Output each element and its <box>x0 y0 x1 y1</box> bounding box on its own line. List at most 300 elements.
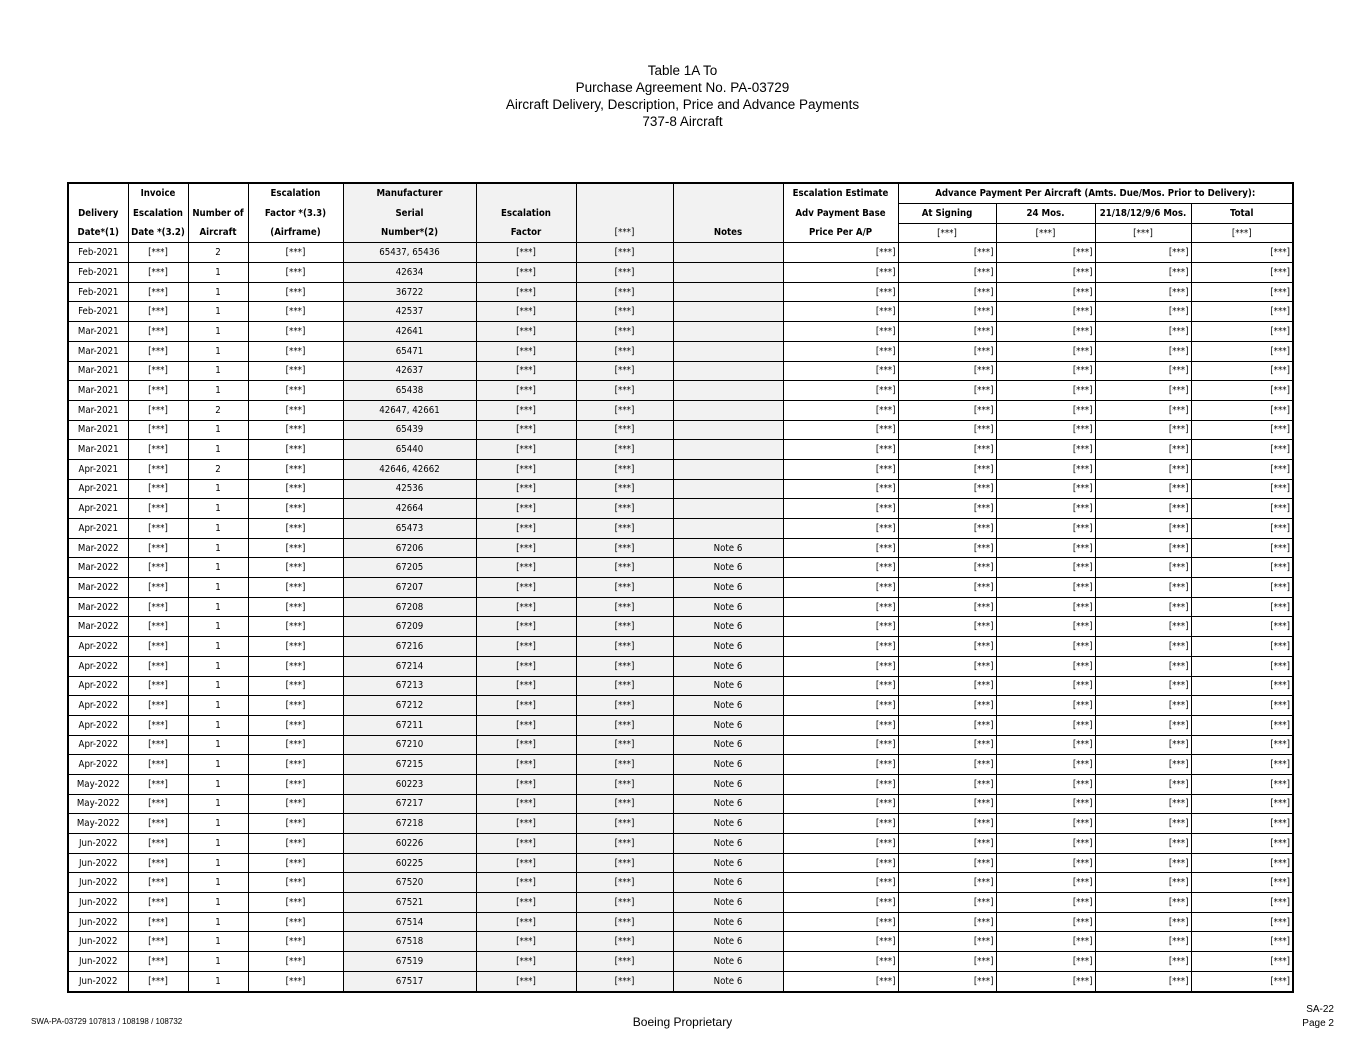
table-row <box>68 578 1293 598</box>
at-signing-cell: [***] <box>898 440 996 460</box>
escalation-factor-airframe-cell: [***] <box>248 676 343 696</box>
serial-number-cell: 67208 <box>343 597 476 617</box>
escalation-factor-airframe-cell: [***] <box>248 263 343 283</box>
delivery-date-cell: Mar-2022 <box>68 558 128 578</box>
serial-number-cell: 65438 <box>343 381 476 401</box>
24-mos-cell: [***] <box>996 479 1095 499</box>
notes-cell <box>673 499 783 519</box>
invoice-escalation-cell: [***] <box>128 341 188 361</box>
24-mos-cell: [***] <box>996 578 1095 598</box>
estimate-price-cell: [***] <box>783 735 898 755</box>
escalation-factor-airframe-cell: [***] <box>248 499 343 519</box>
21-6-mos-cell: [***] <box>1095 735 1191 755</box>
notes-cell: Note 6 <box>673 794 783 814</box>
serial-number-cell: 67216 <box>343 637 476 657</box>
notes-cell <box>673 263 783 283</box>
24-mos-cell: [***] <box>996 538 1095 558</box>
total-cell: [***] <box>1191 499 1293 519</box>
aircraft-count-cell: 1 <box>188 814 248 834</box>
24-mos-cell: [***] <box>996 912 1095 932</box>
24-mos-cell: [***] <box>996 420 1095 440</box>
escalation-factor-airframe-cell: [***] <box>248 656 343 676</box>
serial-number-cell: 65473 <box>343 519 476 539</box>
serial-number-cell: 67218 <box>343 814 476 834</box>
table-row <box>68 558 1293 578</box>
estimate-price-cell: [***] <box>783 971 898 991</box>
table-row <box>68 420 1293 440</box>
table-row <box>68 794 1293 814</box>
delivery-date-cell: Mar-2022 <box>68 597 128 617</box>
invoice-escalation-cell: [***] <box>128 912 188 932</box>
at-signing-cell: [***] <box>898 302 996 322</box>
redacted-cell: [***] <box>576 637 673 657</box>
total-cell: [***] <box>1191 952 1293 972</box>
21-6-mos-cell: [***] <box>1095 617 1191 637</box>
at-signing-cell: [***] <box>898 952 996 972</box>
escalation-factor-airframe-cell: [***] <box>248 519 343 539</box>
redacted-cell: [***] <box>576 381 673 401</box>
invoice-escalation-cell: [***] <box>128 656 188 676</box>
21-6-mos-cell: [***] <box>1095 814 1191 834</box>
aircraft-count-cell: 1 <box>188 322 248 342</box>
serial-number-cell: 42647, 42661 <box>343 400 476 420</box>
invoice-escalation-cell: [***] <box>128 834 188 854</box>
serial-number-cell: 65440 <box>343 440 476 460</box>
total-cell: [***] <box>1191 656 1293 676</box>
at-signing-cell: [***] <box>898 735 996 755</box>
delivery-date-cell: Mar-2021 <box>68 381 128 401</box>
redacted-cell: [***] <box>576 794 673 814</box>
redacted-cell: [***] <box>576 597 673 617</box>
estimate-price-cell: [***] <box>783 656 898 676</box>
24-mos-cell: [***] <box>996 893 1095 913</box>
delivery-date-cell: Apr-2021 <box>68 479 128 499</box>
invoice-escalation-cell: [***] <box>128 519 188 539</box>
table-row <box>68 302 1293 322</box>
estimate-price-cell: [***] <box>783 774 898 794</box>
at-signing-cell: [***] <box>898 774 996 794</box>
24-mos-cell: [***] <box>996 794 1095 814</box>
aircraft-count-cell: 1 <box>188 755 248 775</box>
notes-cell <box>673 400 783 420</box>
delivery-date-cell: Jun-2022 <box>68 932 128 952</box>
24-mos-cell: [***] <box>996 558 1095 578</box>
notes-cell <box>673 420 783 440</box>
aircraft-count-cell: 1 <box>188 834 248 854</box>
redacted-cell: [***] <box>576 735 673 755</box>
notes-cell: Note 6 <box>673 774 783 794</box>
table-row <box>68 952 1293 972</box>
invoice-escalation-cell: [***] <box>128 971 188 991</box>
notes-cell <box>673 459 783 479</box>
24-mos-cell: [***] <box>996 676 1095 696</box>
table-row <box>68 263 1293 283</box>
header-estimate-3: Price Per A/P <box>783 223 898 243</box>
at-signing-cell: [***] <box>898 420 996 440</box>
table-row <box>68 381 1293 401</box>
redacted-cell: [***] <box>576 578 673 598</box>
24-mos-cell: [***] <box>996 381 1095 401</box>
escalation-factor-cell: [***] <box>476 558 576 578</box>
notes-cell <box>673 282 783 302</box>
invoice-escalation-cell: [***] <box>128 361 188 381</box>
invoice-escalation-cell: [***] <box>128 400 188 420</box>
total-cell: [***] <box>1191 932 1293 952</box>
invoice-escalation-cell: [***] <box>128 263 188 283</box>
notes-cell: Note 6 <box>673 676 783 696</box>
24-mos-cell: [***] <box>996 499 1095 519</box>
escalation-factor-airframe-cell: [***] <box>248 755 343 775</box>
21-6-mos-cell: [***] <box>1095 558 1191 578</box>
21-6-mos-cell: [***] <box>1095 263 1191 283</box>
estimate-price-cell: [***] <box>783 715 898 735</box>
delivery-date-cell: May-2022 <box>68 774 128 794</box>
escalation-factor-airframe-cell: [***] <box>248 479 343 499</box>
table-row <box>68 617 1293 637</box>
at-signing-cell: [***] <box>898 637 996 657</box>
total-cell: [***] <box>1191 263 1293 283</box>
redacted-cell: [***] <box>576 263 673 283</box>
escalation-factor-cell: [***] <box>476 912 576 932</box>
aircraft-count-cell: 1 <box>188 873 248 893</box>
at-signing-cell: [***] <box>898 322 996 342</box>
redacted-cell: [***] <box>576 893 673 913</box>
total-cell: [***] <box>1191 893 1293 913</box>
aircraft-count-cell: 1 <box>188 637 248 657</box>
escalation-factor-airframe-cell: [***] <box>248 735 343 755</box>
at-signing-cell: [***] <box>898 893 996 913</box>
serial-number-cell: 67212 <box>343 696 476 716</box>
at-signing-cell: [***] <box>898 499 996 519</box>
total-cell: [***] <box>1191 479 1293 499</box>
redacted-cell: [***] <box>576 558 673 578</box>
redacted-cell: [***] <box>576 696 673 716</box>
serial-number-cell: 67518 <box>343 932 476 952</box>
notes-cell: Note 6 <box>673 893 783 913</box>
escalation-factor-cell: [***] <box>476 656 576 676</box>
at-signing-cell: [***] <box>898 873 996 893</box>
estimate-price-cell: [***] <box>783 499 898 519</box>
notes-cell: Note 6 <box>673 656 783 676</box>
invoice-escalation-cell: [***] <box>128 637 188 657</box>
escalation-factor-cell: [***] <box>476 637 576 657</box>
aircraft-count-cell: 1 <box>188 538 248 558</box>
escalation-factor-airframe-cell: [***] <box>248 834 343 854</box>
aircraft-count-cell: 1 <box>188 440 248 460</box>
redacted-cell: [***] <box>576 617 673 637</box>
escalation-factor-airframe-cell: [***] <box>248 282 343 302</box>
delivery-date-cell: Jun-2022 <box>68 912 128 932</box>
at-signing-cell: [***] <box>898 263 996 283</box>
delivery-date-cell: Mar-2021 <box>68 440 128 460</box>
at-signing-cell: [***] <box>898 282 996 302</box>
table-header <box>68 183 1293 243</box>
notes-cell: Note 6 <box>673 853 783 873</box>
estimate-price-cell: [***] <box>783 637 898 657</box>
escalation-factor-airframe-cell: [***] <box>248 971 343 991</box>
24-mos-cell: [***] <box>996 637 1095 657</box>
supplement-number: SA-22 <box>1306 1004 1334 1015</box>
notes-cell: Note 6 <box>673 735 783 755</box>
serial-number-cell: 42664 <box>343 499 476 519</box>
table-row <box>68 243 1293 263</box>
escalation-factor-airframe-cell: [***] <box>248 696 343 716</box>
delivery-date-cell: Apr-2022 <box>68 735 128 755</box>
header-serial-2: Serial <box>343 204 476 224</box>
escalation-factor-cell: [***] <box>476 932 576 952</box>
total-cell: [***] <box>1191 282 1293 302</box>
escalation-factor-airframe-cell: [***] <box>248 322 343 342</box>
table-row <box>68 400 1293 420</box>
at-signing-cell: [***] <box>898 519 996 539</box>
escalation-factor-cell: [***] <box>476 834 576 854</box>
at-signing-cell: [***] <box>898 459 996 479</box>
aircraft-count-cell: 1 <box>188 656 248 676</box>
escalation-factor-airframe-cell: [***] <box>248 302 343 322</box>
invoice-escalation-cell: [***] <box>128 243 188 263</box>
serial-number-cell: 67217 <box>343 794 476 814</box>
redacted-cell: [***] <box>576 302 673 322</box>
delivery-date-cell: Apr-2021 <box>68 459 128 479</box>
header-redacted-3: [***] <box>576 223 673 243</box>
table-row <box>68 893 1293 913</box>
estimate-price-cell: [***] <box>783 263 898 283</box>
notes-cell: Note 6 <box>673 971 783 991</box>
at-signing-cell: [***] <box>898 243 996 263</box>
invoice-escalation-cell: [***] <box>128 932 188 952</box>
serial-number-cell: 67517 <box>343 971 476 991</box>
redacted-cell: [***] <box>576 538 673 558</box>
redacted-cell: [***] <box>576 499 673 519</box>
invoice-escalation-cell: [***] <box>128 952 188 972</box>
invoice-escalation-cell: [***] <box>128 814 188 834</box>
redacted-cell: [***] <box>576 971 673 991</box>
24-mos-cell: [***] <box>996 755 1095 775</box>
notes-cell: Note 6 <box>673 558 783 578</box>
aircraft-count-cell: 1 <box>188 676 248 696</box>
total-cell: [***] <box>1191 834 1293 854</box>
page-number: Page 2 <box>1302 1018 1334 1029</box>
serial-number-cell: 67521 <box>343 893 476 913</box>
total-cell: [***] <box>1191 302 1293 322</box>
delivery-date-cell: Jun-2022 <box>68 873 128 893</box>
redacted-cell: [***] <box>576 519 673 539</box>
21-6-mos-cell: [***] <box>1095 834 1191 854</box>
24-mos-cell: [***] <box>996 814 1095 834</box>
notes-cell: Note 6 <box>673 755 783 775</box>
aircraft-delivery-table <box>67 182 1294 993</box>
total-cell: [***] <box>1191 735 1293 755</box>
at-signing-cell: [***] <box>898 794 996 814</box>
21-6-mos-cell: [***] <box>1095 322 1191 342</box>
at-signing-cell: [***] <box>898 381 996 401</box>
delivery-date-cell: Mar-2022 <box>68 538 128 558</box>
redacted-cell: [***] <box>576 932 673 952</box>
table-row <box>68 755 1293 775</box>
aircraft-count-cell: 2 <box>188 400 248 420</box>
table-row <box>68 814 1293 834</box>
redacted-cell: [***] <box>576 243 673 263</box>
21-6-mos-cell: [***] <box>1095 282 1191 302</box>
delivery-date-cell: May-2022 <box>68 794 128 814</box>
escalation-factor-airframe-cell: [***] <box>248 952 343 972</box>
notes-cell: Note 6 <box>673 578 783 598</box>
serial-number-cell: 36722 <box>343 282 476 302</box>
redacted-cell: [***] <box>576 814 673 834</box>
escalation-factor-airframe-cell: [***] <box>248 440 343 460</box>
24-mos-cell: [***] <box>996 715 1095 735</box>
header-notes-2 <box>673 204 783 224</box>
document-reference: SWA-PA-03729 107813 / 108198 / 108732 <box>31 1017 183 1026</box>
24-mos-cell: [***] <box>996 873 1095 893</box>
escalation-factor-cell: [***] <box>476 696 576 716</box>
delivery-date-cell: Mar-2021 <box>68 400 128 420</box>
notes-cell <box>673 243 783 263</box>
delivery-date-cell: Apr-2022 <box>68 676 128 696</box>
title-line-3: Aircraft Delivery, Description, Price and Advance Payments <box>505 97 860 112</box>
invoice-escalation-cell: [***] <box>128 578 188 598</box>
serial-number-cell: 65439 <box>343 420 476 440</box>
total-cell: [***] <box>1191 873 1293 893</box>
21-6-mos-cell: [***] <box>1095 656 1191 676</box>
21-6-mos-cell: [***] <box>1095 696 1191 716</box>
escalation-factor-cell: [***] <box>476 361 576 381</box>
redacted-cell: [***] <box>576 873 673 893</box>
estimate-price-cell: [***] <box>783 381 898 401</box>
table-row <box>68 322 1293 342</box>
header-number-2: Number of <box>188 204 248 224</box>
escalation-factor-airframe-cell: [***] <box>248 381 343 401</box>
delivery-date-cell: Feb-2021 <box>68 302 128 322</box>
delivery-date-cell: Jun-2022 <box>68 893 128 913</box>
estimate-price-cell: [***] <box>783 952 898 972</box>
21-6-mos-cell: [***] <box>1095 794 1191 814</box>
notes-cell <box>673 361 783 381</box>
escalation-factor-airframe-cell: [***] <box>248 361 343 381</box>
21-6-mos-cell: [***] <box>1095 676 1191 696</box>
escalation-factor-cell: [***] <box>476 853 576 873</box>
serial-number-cell: 67215 <box>343 755 476 775</box>
header-notes-1 <box>673 183 783 204</box>
redacted-cell: [***] <box>576 400 673 420</box>
at-signing-cell: [***] <box>898 479 996 499</box>
delivery-date-cell: Apr-2021 <box>68 499 128 519</box>
escalation-factor-cell: [***] <box>476 755 576 775</box>
header-invoice-2: Escalation <box>128 204 188 224</box>
estimate-price-cell: [***] <box>783 282 898 302</box>
delivery-date-cell: Mar-2021 <box>68 341 128 361</box>
table-row <box>68 361 1293 381</box>
total-cell: [***] <box>1191 774 1293 794</box>
invoice-escalation-cell: [***] <box>128 282 188 302</box>
invoice-escalation-cell: [***] <box>128 538 188 558</box>
invoice-escalation-cell: [***] <box>128 440 188 460</box>
title-line-2: Purchase Agreement No. PA-03729 <box>575 80 790 95</box>
total-cell: [***] <box>1191 637 1293 657</box>
24-mos-cell: [***] <box>996 617 1095 637</box>
delivery-date-cell: Feb-2021 <box>68 243 128 263</box>
total-cell: [***] <box>1191 755 1293 775</box>
total-cell: [***] <box>1191 597 1293 617</box>
table-row <box>68 715 1293 735</box>
serial-number-cell: 42637 <box>343 361 476 381</box>
invoice-escalation-cell: [***] <box>128 381 188 401</box>
table-row <box>68 282 1293 302</box>
header-estimate-2: Adv Payment Base <box>783 204 898 224</box>
header-esc-af-2: Factor *(3.3) <box>248 204 343 224</box>
total-cell: [***] <box>1191 538 1293 558</box>
invoice-escalation-cell: [***] <box>128 459 188 479</box>
total-cell: [***] <box>1191 617 1293 637</box>
invoice-escalation-cell: [***] <box>128 774 188 794</box>
aircraft-count-cell: 1 <box>188 597 248 617</box>
total-cell: [***] <box>1191 814 1293 834</box>
notes-cell: Note 6 <box>673 912 783 932</box>
21-6-mos-cell: [***] <box>1095 459 1191 479</box>
21-6-mos-cell: [***] <box>1095 243 1191 263</box>
escalation-factor-cell: [***] <box>476 794 576 814</box>
aircraft-count-cell: 2 <box>188 243 248 263</box>
header-esc-af-1: Escalation <box>248 183 343 204</box>
24-mos-cell: [***] <box>996 400 1095 420</box>
21-6-mos-cell: [***] <box>1095 893 1191 913</box>
invoice-escalation-cell: [***] <box>128 420 188 440</box>
notes-cell: Note 6 <box>673 932 783 952</box>
estimate-price-cell: [***] <box>783 302 898 322</box>
24-mos-cell: [***] <box>996 440 1095 460</box>
invoice-escalation-cell: [***] <box>128 893 188 913</box>
aircraft-count-cell: 1 <box>188 499 248 519</box>
escalation-factor-cell: [***] <box>476 774 576 794</box>
serial-number-cell: 67211 <box>343 715 476 735</box>
serial-number-cell: 67205 <box>343 558 476 578</box>
escalation-factor-cell: [***] <box>476 814 576 834</box>
notes-cell <box>673 341 783 361</box>
total-cell: [***] <box>1191 420 1293 440</box>
header-at-signing: At Signing <box>898 204 996 224</box>
21-6-mos-cell: [***] <box>1095 637 1191 657</box>
escalation-factor-cell: [***] <box>476 893 576 913</box>
24-mos-cell: [***] <box>996 322 1095 342</box>
aircraft-count-cell: 1 <box>188 794 248 814</box>
at-signing-cell: [***] <box>898 912 996 932</box>
aircraft-count-cell: 1 <box>188 932 248 952</box>
24-mos-cell: [***] <box>996 834 1095 854</box>
invoice-escalation-cell: [***] <box>128 676 188 696</box>
aircraft-count-cell: 1 <box>188 617 248 637</box>
24-mos-cell: [***] <box>996 774 1095 794</box>
invoice-escalation-cell: [***] <box>128 597 188 617</box>
21-6-mos-cell: [***] <box>1095 341 1191 361</box>
at-signing-cell: [***] <box>898 538 996 558</box>
table-row <box>68 912 1293 932</box>
estimate-price-cell: [***] <box>783 696 898 716</box>
invoice-escalation-cell: [***] <box>128 617 188 637</box>
redacted-cell: [***] <box>576 322 673 342</box>
at-signing-cell: [***] <box>898 971 996 991</box>
total-cell: [***] <box>1191 361 1293 381</box>
21-6-mos-cell: [***] <box>1095 971 1191 991</box>
redacted-cell: [***] <box>576 952 673 972</box>
delivery-date-cell: Apr-2021 <box>68 519 128 539</box>
table-row <box>68 735 1293 755</box>
delivery-date-cell: Jun-2022 <box>68 853 128 873</box>
21-6-mos-cell: [***] <box>1095 361 1191 381</box>
24-mos-cell: [***] <box>996 853 1095 873</box>
header-24-mos: 24 Mos. <box>996 204 1095 224</box>
table-row <box>68 676 1293 696</box>
escalation-factor-airframe-cell: [***] <box>248 341 343 361</box>
